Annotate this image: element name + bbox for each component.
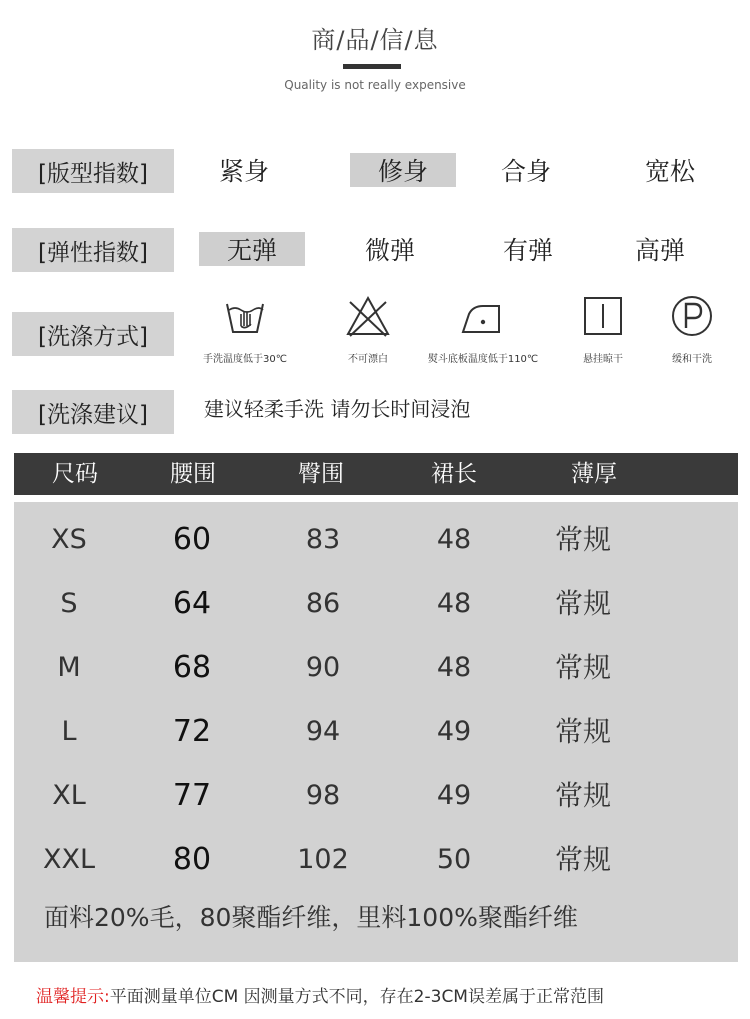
table-row — [14, 764, 738, 828]
cell-hip: 102 — [297, 844, 349, 875]
cell-length: 49 — [436, 716, 472, 747]
cell-length: 48 — [436, 588, 472, 619]
hang-dry-icon — [579, 292, 627, 340]
wash-item-hand — [190, 292, 300, 372]
table-row — [14, 508, 738, 572]
fit-index-label: [版型指数] — [12, 149, 174, 193]
header-waist: 腰围 — [170, 461, 216, 487]
wash-item-iron — [415, 292, 551, 372]
cell-waist: 68 — [172, 650, 212, 685]
wash-item-dry-clean — [650, 292, 734, 372]
cell-hip: 86 — [305, 588, 341, 619]
header-length: 裙长 — [431, 461, 477, 487]
wash-item-no-bleach — [313, 292, 423, 372]
cell-thickness: 常规 — [554, 523, 611, 556]
cell-length: 50 — [436, 844, 472, 875]
cell-size: XS — [51, 524, 87, 555]
note-text: 平面测量单位CM 因测量方式不同，存在2-3CM误差属于正常范围 — [109, 987, 604, 1007]
cell-thickness: 常规 — [554, 715, 611, 748]
washing-advice-label: [洗涤建议] — [12, 390, 174, 434]
fabric-composition: 面料20%毛，80聚酯纤维，里料100%聚酯纤维 — [44, 903, 578, 932]
table-row — [14, 636, 738, 700]
note-label: 温馨提示: — [36, 987, 110, 1007]
fit-option-slim-selected: 修身 — [350, 153, 456, 187]
header-size: 尺码 — [52, 461, 98, 487]
cell-waist: 77 — [172, 778, 212, 813]
page-subtitle: Quality is not really expensive — [284, 78, 466, 92]
cell-size: L — [61, 716, 77, 747]
cell-thickness: 常规 — [554, 651, 611, 684]
table-row — [14, 572, 738, 636]
hand-wash-icon — [221, 292, 269, 340]
cell-length: 48 — [436, 524, 472, 555]
wash-caption-no-bleach: 不可漂白 — [348, 354, 388, 365]
cell-hip: 83 — [305, 524, 341, 555]
cell-hip: 90 — [305, 652, 341, 683]
title-underline — [343, 64, 401, 69]
fit-option-regular: 合身 — [500, 157, 551, 186]
elasticity-option-slight: 微弹 — [364, 236, 415, 265]
size-table-body — [14, 502, 738, 962]
header-thickness: 薄厚 — [571, 461, 617, 487]
cell-size: M — [57, 652, 81, 683]
cell-thickness: 常规 — [554, 587, 611, 620]
fit-option-loose: 宽松 — [644, 157, 695, 186]
table-row — [14, 828, 738, 892]
measurement-note — [36, 982, 604, 1007]
cell-thickness: 常规 — [554, 779, 611, 812]
table-row — [14, 700, 738, 764]
dry-clean-p-icon — [668, 292, 716, 340]
wash-caption-hand: 手洗温度低于30℃ — [203, 354, 287, 365]
wash-item-hang-dry — [553, 292, 653, 372]
cell-waist: 72 — [172, 714, 212, 749]
header-hip: 臀围 — [298, 461, 344, 487]
cell-waist: 64 — [172, 586, 212, 621]
elasticity-option-none-selected: 无弹 — [199, 232, 305, 266]
size-table-header — [14, 453, 738, 495]
cell-size: XL — [52, 780, 86, 811]
wash-caption-iron: 熨斗底板温度低于110℃ — [427, 354, 539, 365]
wash-caption-dry-clean: 缓和干洗 — [672, 354, 712, 365]
cell-size: XXL — [42, 844, 96, 875]
cell-thickness: 常规 — [554, 843, 611, 876]
washing-advice-text: 建议轻柔手洗 请勿长时间浸泡 — [204, 397, 471, 421]
cell-length: 49 — [436, 780, 472, 811]
washing-method-label: [洗涤方式] — [12, 312, 174, 356]
fit-option-tight: 紧身 — [218, 157, 269, 186]
iron-icon — [459, 292, 507, 340]
cell-hip: 94 — [305, 716, 341, 747]
wash-caption-hang-dry: 悬挂晾干 — [583, 354, 623, 365]
elasticity-option-elastic: 有弹 — [502, 236, 553, 265]
no-bleach-icon — [344, 292, 392, 340]
cell-size: S — [60, 588, 78, 619]
elasticity-index-label: [弹性指数] — [12, 228, 174, 272]
elasticity-option-high: 高弹 — [634, 236, 685, 265]
cell-length: 48 — [436, 652, 472, 683]
cell-waist: 80 — [172, 842, 212, 877]
page-title: 商/品/信/息 — [311, 26, 439, 54]
cell-waist: 60 — [172, 522, 212, 557]
cell-hip: 98 — [305, 780, 341, 811]
